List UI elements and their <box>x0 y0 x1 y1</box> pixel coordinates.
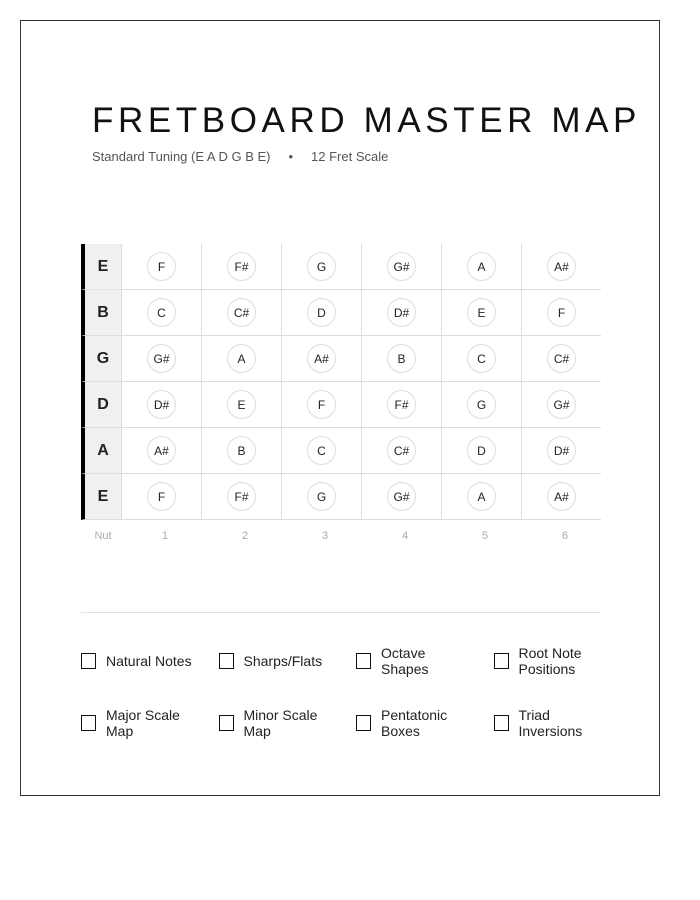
note-marker[interactable]: C# <box>547 344 576 373</box>
fret-numbers <box>81 520 605 552</box>
fret-cell <box>281 290 361 336</box>
note-marker[interactable]: B <box>227 436 256 465</box>
option-label: Major Scale Map <box>106 707 180 739</box>
fret-cell <box>281 244 361 290</box>
option-label: Triad Inversions <box>518 707 583 739</box>
string-label: E <box>81 244 121 290</box>
fret-cell <box>521 428 601 474</box>
note-marker[interactable]: A <box>227 344 256 373</box>
fret-cell <box>201 428 281 474</box>
note-marker[interactable]: F <box>547 298 576 327</box>
fret-cell <box>201 336 281 382</box>
scale-label: 12 Fret Scale <box>311 149 389 164</box>
option-label: Natural Notes <box>106 653 192 669</box>
fretboard <box>81 244 605 552</box>
note-marker[interactable]: A <box>467 252 496 281</box>
fret-cell <box>521 474 601 520</box>
note-marker[interactable]: F <box>147 252 176 281</box>
option-item[interactable] <box>81 641 219 681</box>
option-item[interactable] <box>219 703 357 743</box>
note-marker[interactable]: D <box>307 298 336 327</box>
note-marker[interactable]: G <box>307 252 336 281</box>
fret-cell <box>201 382 281 428</box>
fret-number: 1 <box>161 530 169 542</box>
worksheet-page <box>20 20 660 796</box>
note-marker[interactable]: A# <box>147 436 176 465</box>
fret-cell <box>121 382 201 428</box>
option-label: Minor Scale Map <box>243 707 318 739</box>
nut-label: Nut <box>94 530 112 542</box>
subtitle <box>92 149 388 164</box>
note-marker[interactable]: D# <box>147 390 176 419</box>
fret-cell <box>201 244 281 290</box>
fret-cell <box>441 428 521 474</box>
checkbox[interactable] <box>494 653 509 669</box>
note-marker[interactable]: A# <box>547 252 576 281</box>
note-marker[interactable]: C# <box>387 436 416 465</box>
fret-number: 3 <box>321 530 329 542</box>
fret-cell <box>361 428 441 474</box>
fret-number: 4 <box>401 530 409 542</box>
string-row <box>81 244 605 290</box>
fret-cell <box>361 382 441 428</box>
fret-cell <box>521 382 601 428</box>
note-marker[interactable]: B <box>387 344 416 373</box>
option-item[interactable] <box>356 703 494 743</box>
note-marker[interactable]: F# <box>227 482 256 511</box>
checkbox[interactable] <box>81 715 96 731</box>
note-marker[interactable]: A# <box>547 482 576 511</box>
string-row <box>81 428 605 474</box>
note-marker[interactable]: C# <box>227 298 256 327</box>
separator: • <box>288 149 294 164</box>
fret-cell <box>121 244 201 290</box>
page-title: FRETBOARD MASTER MAP <box>92 101 641 140</box>
string-label: B <box>81 290 121 336</box>
note-marker[interactable]: G# <box>387 482 416 511</box>
fret-cell <box>201 290 281 336</box>
note-marker[interactable]: D# <box>387 298 416 327</box>
fret-cell <box>361 336 441 382</box>
note-marker[interactable]: D# <box>547 436 576 465</box>
divider <box>81 612 601 613</box>
fret-cell <box>441 244 521 290</box>
option-label: Sharps/Flats <box>243 653 323 669</box>
checkbox[interactable] <box>81 653 96 669</box>
string-row <box>81 474 605 520</box>
fret-cell <box>441 336 521 382</box>
fret-cell <box>201 474 281 520</box>
note-marker[interactable]: G# <box>547 390 576 419</box>
fret-number: 6 <box>561 530 569 542</box>
checkbox[interactable] <box>219 715 234 731</box>
fret-cell <box>441 474 521 520</box>
string-row <box>81 336 605 382</box>
option-item[interactable] <box>81 703 219 743</box>
string-label: G <box>81 336 121 382</box>
checkbox[interactable] <box>356 653 371 669</box>
note-marker[interactable]: C <box>147 298 176 327</box>
fret-cell <box>441 290 521 336</box>
fret-cell <box>441 382 521 428</box>
note-marker[interactable]: F <box>307 390 336 419</box>
fret-cell <box>121 336 201 382</box>
fret-number: 2 <box>241 530 249 542</box>
fret-cell <box>361 244 441 290</box>
checkbox[interactable] <box>494 715 509 731</box>
string-label: E <box>81 474 121 520</box>
fret-cell <box>281 382 361 428</box>
option-item[interactable] <box>494 641 632 681</box>
string-row <box>81 382 605 428</box>
tuning-label: Standard Tuning (E A D G B E) <box>92 149 271 164</box>
fret-cell <box>281 428 361 474</box>
option-item[interactable] <box>219 641 357 681</box>
fret-cell <box>281 474 361 520</box>
option-label: Octave Shapes <box>381 645 429 677</box>
note-marker[interactable]: F# <box>227 252 256 281</box>
fret-cell <box>521 336 601 382</box>
fret-cell <box>121 428 201 474</box>
note-marker[interactable]: G# <box>147 344 176 373</box>
fret-number: 5 <box>481 530 489 542</box>
note-marker[interactable]: G <box>467 390 496 419</box>
string-label: A <box>81 428 121 474</box>
option-label: Root Note Positions <box>518 645 582 677</box>
options-list <box>81 641 641 743</box>
note-marker[interactable]: A <box>467 482 496 511</box>
note-marker[interactable]: F <box>147 482 176 511</box>
fret-cell <box>281 336 361 382</box>
note-marker[interactable]: F# <box>387 390 416 419</box>
string-label: D <box>81 382 121 428</box>
option-item[interactable] <box>494 703 632 743</box>
note-marker[interactable]: C <box>307 436 336 465</box>
note-marker[interactable]: A# <box>307 344 336 373</box>
note-marker[interactable]: G# <box>387 252 416 281</box>
fret-cell <box>121 290 201 336</box>
checkbox[interactable] <box>356 715 371 731</box>
fret-cell <box>361 474 441 520</box>
note-marker[interactable]: D <box>467 436 496 465</box>
note-marker[interactable]: G <box>307 482 336 511</box>
fret-cell <box>361 290 441 336</box>
note-marker[interactable]: E <box>467 298 496 327</box>
note-marker[interactable]: E <box>227 390 256 419</box>
string-row <box>81 290 605 336</box>
checkbox[interactable] <box>219 653 234 669</box>
fret-cell <box>521 290 601 336</box>
fret-cell <box>121 474 201 520</box>
note-marker[interactable]: C <box>467 344 496 373</box>
option-item[interactable] <box>356 641 494 681</box>
fret-cell <box>521 244 601 290</box>
option-label: Pentatonic Boxes <box>381 707 448 739</box>
